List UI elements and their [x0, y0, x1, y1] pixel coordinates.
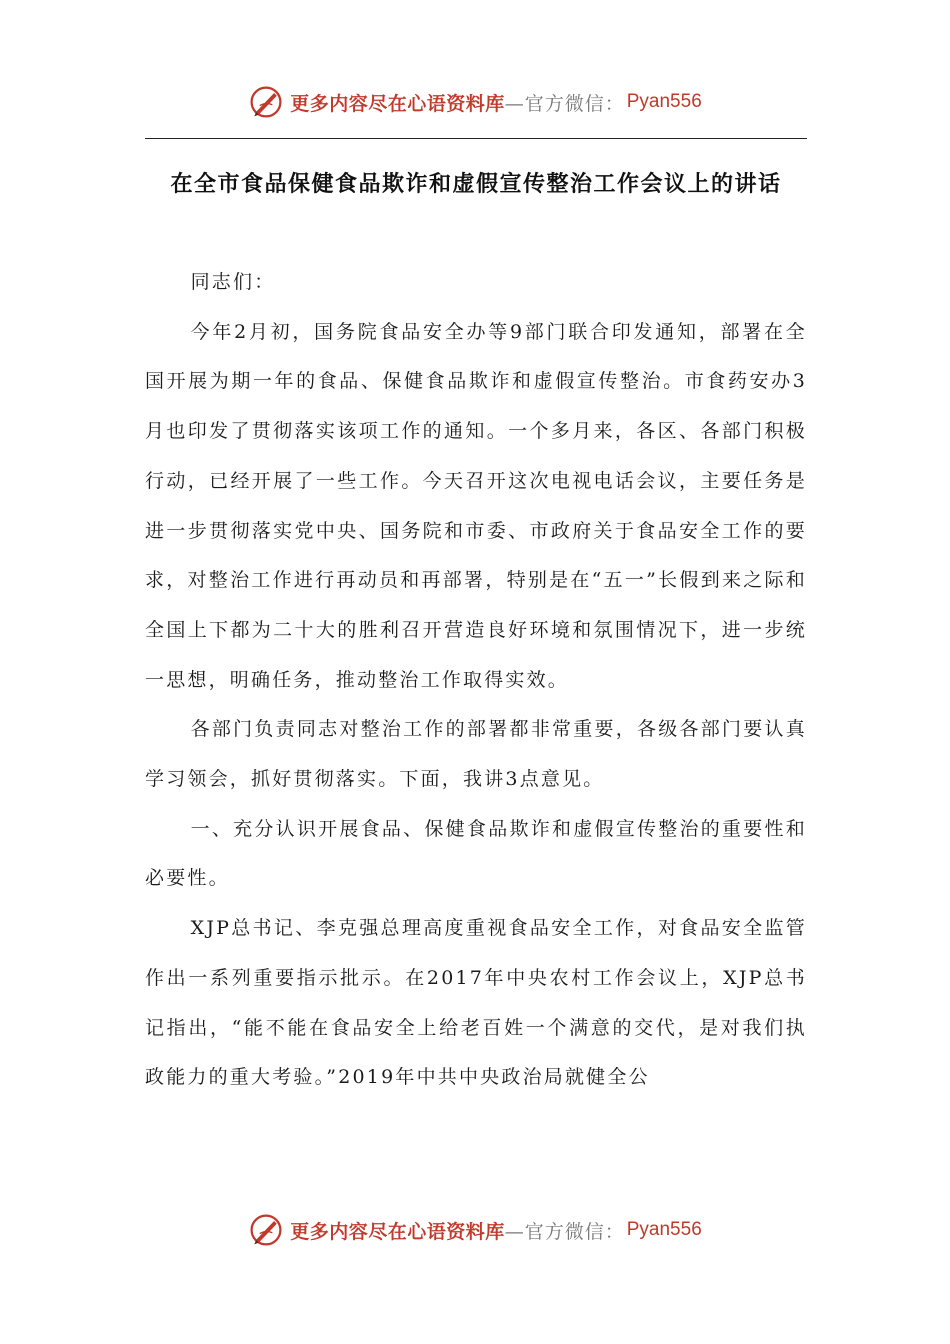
- banner-official-label: —官方微信：: [504, 92, 625, 115]
- banner-official-label: —官方微信：: [504, 1220, 625, 1243]
- banner-wechat-handle: Pyan556: [626, 91, 702, 112]
- body-paragraph: 各部门负责同志对整治工作的部署都非常重要，各级各部门要认真学习领会，抓好贯彻落实。下面，我讲3点意见。: [145, 718, 807, 791]
- banner-wechat-handle: Pyan556: [626, 1219, 702, 1240]
- header-banner: [0, 82, 950, 122]
- header-divider: [145, 138, 807, 139]
- body-paragraph: 今年2月初，国务院食品安全办等9部门联合印发通知，部署在全国开展为期一年的食品、保健食品欺诈和虚假宣传整治。市食药安办3月也印发了贯彻落实该项工作的通知。一个多月来，各区、各部门积极行动，已经开展了一些工作。今天召开这次电视电话会议，主要任务是进一步贯彻落实党中央、国务院和市委、市政府关于食品安全工作的要求，对整治工作进行再动员和再部署，特别是在“五一”长假到来之际和全国上下都为二十大的胜利召开营造良好环境和氛围情况下，进一步统一思想，明确任务，推动整治工作取得实效。: [145, 320, 807, 691]
- banner-brand-text: 更多内容尽在心语资料库: [290, 1220, 505, 1243]
- document-title: 在全市食品保健食品欺诈和虚假宣传整治工作会议上的讲话: [170, 172, 782, 197]
- banner-brand-text: 更多内容尽在心语资料库: [290, 92, 505, 115]
- body-paragraph: XJP总书记、李克强总理高度重视食品安全工作，对食品安全监管作出一系列重要指示批示。在2017年中央农村工作会议上，XJP总书记指出，“能不能在食品安全上给老百姓一个满意的交代，是对我们执政能力的重大考验。”2019年中共中央政治局就健全公: [145, 917, 807, 1089]
- section-heading: 一、充分认识开展食品、保健食品欺诈和虚假宣传整治的重要性和必要性。: [145, 817, 807, 890]
- salutation: 同志们：: [190, 271, 276, 293]
- document-body: [145, 258, 807, 1103]
- footer-banner: [0, 1210, 950, 1250]
- pen-logo-icon: [248, 1212, 284, 1248]
- pen-logo-icon: [248, 84, 284, 120]
